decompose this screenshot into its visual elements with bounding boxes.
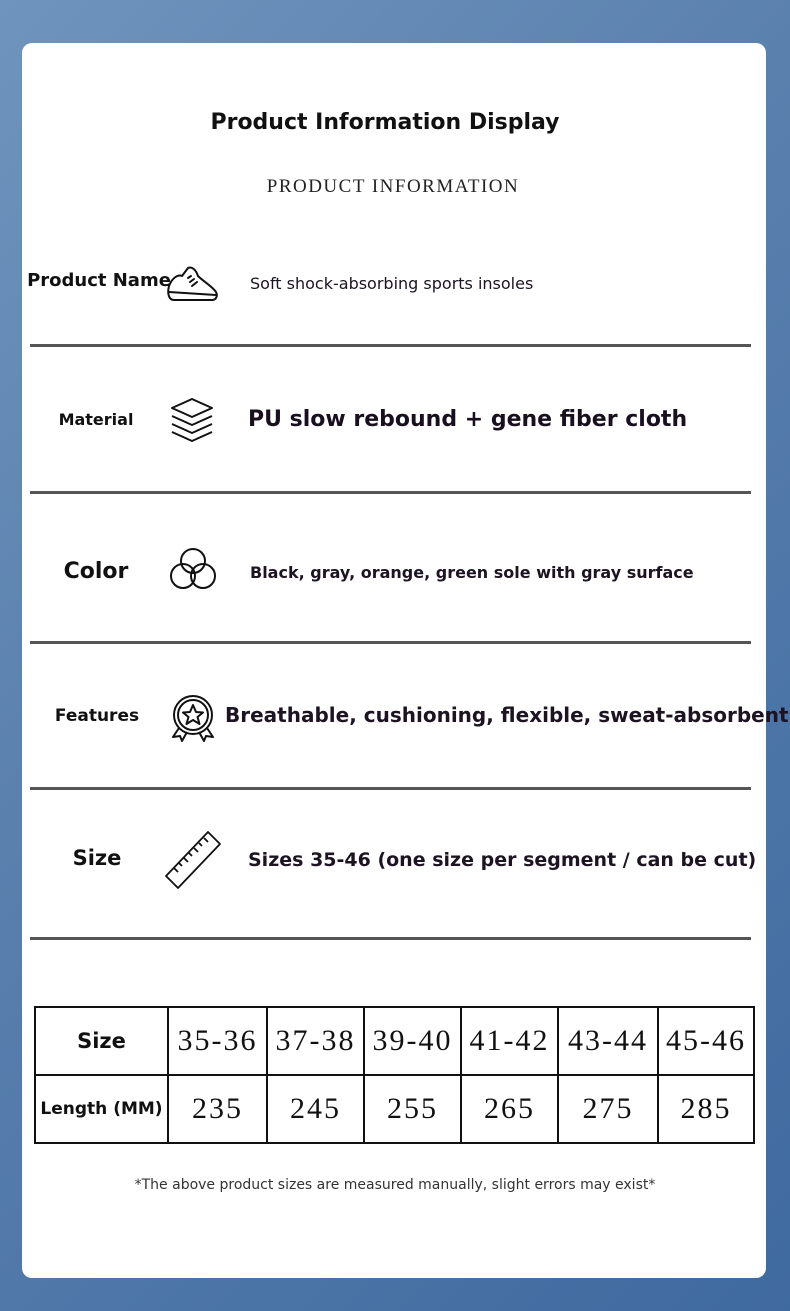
row-value-features: Breathable, cushioning, flexible, sweat-absorbent [225,703,789,727]
divider [30,344,751,347]
length-cell: 245 [267,1075,364,1143]
row-label-product-name: Product Name [27,270,171,291]
size-cell: 41-42 [461,1007,558,1075]
row-label-material: Material [58,410,134,429]
divider [30,937,751,940]
size-row [35,1007,754,1075]
size-header: Size [35,1007,168,1075]
row-label-color: Color [63,559,129,584]
length-cell: 265 [461,1075,558,1143]
length-row [35,1075,754,1143]
row-value-color: Black, gray, orange, green sole with gray surface [250,563,694,582]
size-cell: 37-38 [267,1007,364,1075]
divider [30,787,751,790]
length-cell: 285 [658,1075,754,1143]
ruler-icon [164,830,222,890]
row-label-features: Features [54,706,140,726]
measurement-note: *The above product sizes are measured manually, slight errors may exist* [134,1177,656,1193]
page-title: Product Information Display [210,110,560,135]
size-cell: 39-40 [364,1007,461,1075]
layers-icon [168,396,216,446]
length-cell: 275 [558,1075,658,1143]
size-cell: 35-36 [168,1007,267,1075]
row-value-size: Sizes 35-46 (one size per segment / can be cut) [248,849,757,871]
length-cell: 255 [364,1075,461,1143]
row-value-product-name: Soft shock-absorbing sports insoles [250,274,534,293]
length-cell: 235 [168,1075,267,1143]
row-label-size: Size [72,846,122,870]
divider [30,641,751,644]
size-cell: 45-46 [658,1007,754,1075]
award-star-icon [170,694,216,742]
color-circles-icon [168,546,218,592]
size-cell: 43-44 [558,1007,658,1075]
row-value-material: PU slow rebound + gene fiber cloth [248,407,688,432]
size-table [34,1006,755,1144]
length-header: Length (MM) [35,1075,168,1143]
sneaker-icon [166,264,220,304]
page-subtitle: PRODUCT INFORMATION [266,176,520,197]
divider [30,491,751,494]
